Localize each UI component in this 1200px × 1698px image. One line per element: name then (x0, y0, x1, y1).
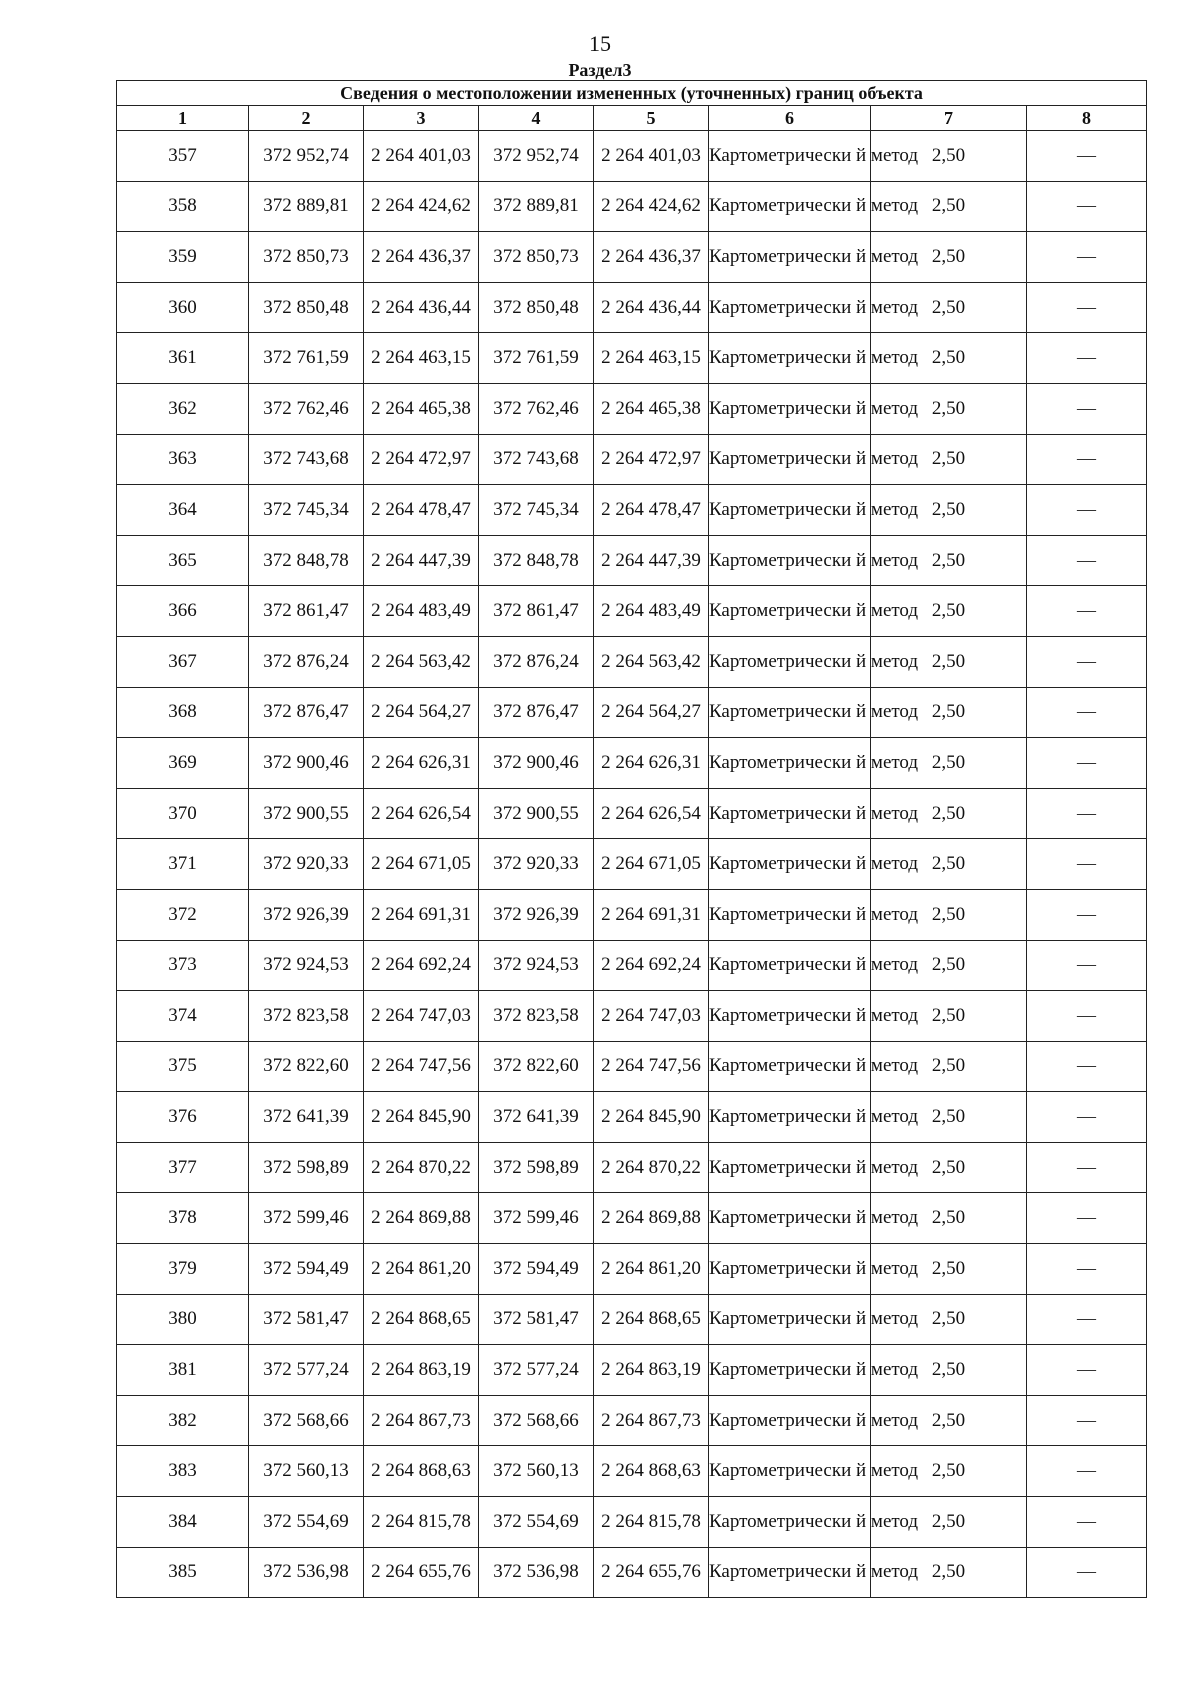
new-x-cell: 372 952,74 (479, 131, 594, 182)
new-y-cell: 2 264 483,49 (594, 586, 709, 637)
existing-x-cell: 372 598,89 (249, 1142, 364, 1193)
table-row (117, 586, 1147, 637)
existing-y-cell: 2 264 564,27 (364, 687, 479, 738)
description-cell: — (1027, 687, 1147, 738)
new-y-cell: 2 264 815,78 (594, 1497, 709, 1548)
new-y-cell: 2 264 436,37 (594, 232, 709, 283)
table-row (117, 1041, 1147, 1092)
description-cell: — (1027, 991, 1147, 1042)
table-row (117, 1244, 1147, 1295)
accuracy-cell: 2,50 (871, 586, 1027, 637)
method-cell: Картометрически й метод (709, 636, 871, 687)
existing-y-cell: 2 264 867,73 (364, 1395, 479, 1446)
point-number-cell: 367 (117, 636, 249, 687)
method-cell: Картометрически й метод (709, 131, 871, 182)
method-cell: Картометрически й метод (709, 333, 871, 384)
description-cell: — (1027, 485, 1147, 536)
boundary-coordinates-table (116, 80, 1147, 1598)
method-cell: Картометрически й метод (709, 1193, 871, 1244)
new-y-cell: 2 264 845,90 (594, 1092, 709, 1143)
description-cell: — (1027, 434, 1147, 485)
accuracy-cell: 2,50 (871, 687, 1027, 738)
new-x-cell: 372 850,73 (479, 232, 594, 283)
new-y-cell: 2 264 401,03 (594, 131, 709, 182)
method-cell: Картометрически й метод (709, 434, 871, 485)
existing-y-cell: 2 264 626,31 (364, 738, 479, 789)
point-number-cell: 371 (117, 839, 249, 890)
existing-x-cell: 372 850,48 (249, 282, 364, 333)
description-cell: — (1027, 1446, 1147, 1497)
description-cell: — (1027, 839, 1147, 890)
method-cell: Картометрически й метод (709, 232, 871, 283)
point-number-cell: 359 (117, 232, 249, 283)
accuracy-cell: 2,50 (871, 181, 1027, 232)
description-cell: — (1027, 131, 1147, 182)
existing-y-cell: 2 264 747,03 (364, 991, 479, 1042)
accuracy-cell: 2,50 (871, 839, 1027, 890)
table-row (117, 131, 1147, 182)
table-row (117, 1142, 1147, 1193)
point-number-cell: 362 (117, 383, 249, 434)
table-row (117, 1092, 1147, 1143)
new-y-cell: 2 264 868,65 (594, 1294, 709, 1345)
method-cell: Картометрически й метод (709, 535, 871, 586)
existing-x-cell: 372 599,46 (249, 1193, 364, 1244)
point-number-cell: 357 (117, 131, 249, 182)
existing-y-cell: 2 264 691,31 (364, 889, 479, 940)
table-row (117, 1294, 1147, 1345)
new-x-cell: 372 848,78 (479, 535, 594, 586)
description-cell: — (1027, 1395, 1147, 1446)
description-cell: — (1027, 181, 1147, 232)
existing-y-cell: 2 264 845,90 (364, 1092, 479, 1143)
column-number: 2 (249, 106, 364, 131)
description-cell: — (1027, 1345, 1147, 1396)
description-cell: — (1027, 535, 1147, 586)
accuracy-cell: 2,50 (871, 282, 1027, 333)
point-number-cell: 372 (117, 889, 249, 940)
method-cell: Картометрически й метод (709, 485, 871, 536)
table-row (117, 434, 1147, 485)
new-x-cell: 372 876,24 (479, 636, 594, 687)
new-y-cell: 2 264 867,73 (594, 1395, 709, 1446)
accuracy-cell: 2,50 (871, 1497, 1027, 1548)
existing-y-cell: 2 264 465,38 (364, 383, 479, 434)
table-row (117, 839, 1147, 890)
accuracy-cell: 2,50 (871, 131, 1027, 182)
new-x-cell: 372 920,33 (479, 839, 594, 890)
accuracy-cell: 2,50 (871, 1547, 1027, 1598)
existing-y-cell: 2 264 483,49 (364, 586, 479, 637)
new-y-cell: 2 264 747,03 (594, 991, 709, 1042)
existing-x-cell: 372 924,53 (249, 940, 364, 991)
accuracy-cell: 2,50 (871, 485, 1027, 536)
existing-y-cell: 2 264 563,42 (364, 636, 479, 687)
new-x-cell: 372 924,53 (479, 940, 594, 991)
accuracy-cell: 2,50 (871, 1041, 1027, 1092)
new-x-cell: 372 536,98 (479, 1547, 594, 1598)
table-row (117, 636, 1147, 687)
accuracy-cell: 2,50 (871, 434, 1027, 485)
existing-y-cell: 2 264 870,22 (364, 1142, 479, 1193)
method-cell: Картометрически й метод (709, 991, 871, 1042)
column-number: 4 (479, 106, 594, 131)
new-y-cell: 2 264 463,15 (594, 333, 709, 384)
accuracy-cell: 2,50 (871, 1395, 1027, 1446)
existing-x-cell: 372 900,55 (249, 788, 364, 839)
point-number-cell: 358 (117, 181, 249, 232)
existing-y-cell: 2 264 436,37 (364, 232, 479, 283)
existing-x-cell: 372 861,47 (249, 586, 364, 637)
column-number: 3 (364, 106, 479, 131)
method-cell: Картометрически й метод (709, 1041, 871, 1092)
method-cell: Картометрически й метод (709, 181, 871, 232)
table-row (117, 991, 1147, 1042)
existing-x-cell: 372 560,13 (249, 1446, 364, 1497)
existing-x-cell: 372 761,59 (249, 333, 364, 384)
existing-y-cell: 2 264 747,56 (364, 1041, 479, 1092)
description-cell: — (1027, 232, 1147, 283)
column-number: 5 (594, 106, 709, 131)
point-number-cell: 366 (117, 586, 249, 637)
section-label: Раздел3 (568, 60, 632, 80)
method-cell: Картометрически й метод (709, 282, 871, 333)
new-y-cell: 2 264 436,44 (594, 282, 709, 333)
description-cell: — (1027, 1294, 1147, 1345)
new-x-cell: 372 554,69 (479, 1497, 594, 1548)
method-cell: Картометрически й метод (709, 383, 871, 434)
method-cell: Картометрически й метод (709, 1446, 871, 1497)
method-cell: Картометрически й метод (709, 1294, 871, 1345)
method-cell: Картометрически й метод (709, 586, 871, 637)
new-x-cell: 372 743,68 (479, 434, 594, 485)
point-number-cell: 360 (117, 282, 249, 333)
new-y-cell: 2 264 868,63 (594, 1446, 709, 1497)
existing-x-cell: 372 850,73 (249, 232, 364, 283)
accuracy-cell: 2,50 (871, 940, 1027, 991)
column-number: 7 (871, 106, 1027, 131)
accuracy-cell: 2,50 (871, 535, 1027, 586)
accuracy-cell: 2,50 (871, 1345, 1027, 1396)
new-x-cell: 372 594,49 (479, 1244, 594, 1295)
point-number-cell: 364 (117, 485, 249, 536)
existing-y-cell: 2 264 868,65 (364, 1294, 479, 1345)
existing-y-cell: 2 264 478,47 (364, 485, 479, 536)
existing-y-cell: 2 264 869,88 (364, 1193, 479, 1244)
method-cell: Картометрически й метод (709, 738, 871, 789)
description-cell: — (1027, 788, 1147, 839)
point-number-cell: 381 (117, 1345, 249, 1396)
new-y-cell: 2 264 563,42 (594, 636, 709, 687)
existing-y-cell: 2 264 815,78 (364, 1497, 479, 1548)
method-cell: Картометрически й метод (709, 788, 871, 839)
new-x-cell: 372 850,48 (479, 282, 594, 333)
point-number-cell: 377 (117, 1142, 249, 1193)
table-row (117, 889, 1147, 940)
existing-y-cell: 2 264 472,97 (364, 434, 479, 485)
new-y-cell: 2 264 655,76 (594, 1547, 709, 1598)
table-body (117, 131, 1147, 1598)
existing-x-cell: 372 641,39 (249, 1092, 364, 1143)
new-y-cell: 2 264 747,56 (594, 1041, 709, 1092)
description-cell: — (1027, 1041, 1147, 1092)
existing-x-cell: 372 745,34 (249, 485, 364, 536)
existing-y-cell: 2 264 863,19 (364, 1345, 479, 1396)
existing-x-cell: 372 823,58 (249, 991, 364, 1042)
point-number-cell: 375 (117, 1041, 249, 1092)
new-x-cell: 372 745,34 (479, 485, 594, 536)
description-cell: — (1027, 1193, 1147, 1244)
table-row (117, 1446, 1147, 1497)
existing-x-cell: 372 876,47 (249, 687, 364, 738)
new-x-cell: 372 761,59 (479, 333, 594, 384)
column-number-row (117, 106, 1147, 131)
new-y-cell: 2 264 478,47 (594, 485, 709, 536)
description-cell: — (1027, 586, 1147, 637)
point-number-cell: 361 (117, 333, 249, 384)
existing-x-cell: 372 876,24 (249, 636, 364, 687)
new-y-cell: 2 264 424,62 (594, 181, 709, 232)
accuracy-cell: 2,50 (871, 889, 1027, 940)
table-row (117, 181, 1147, 232)
existing-x-cell: 372 920,33 (249, 839, 364, 890)
existing-x-cell: 372 900,46 (249, 738, 364, 789)
new-x-cell: 372 822,60 (479, 1041, 594, 1092)
existing-x-cell: 372 952,74 (249, 131, 364, 182)
existing-x-cell: 372 762,46 (249, 383, 364, 434)
existing-x-cell: 372 743,68 (249, 434, 364, 485)
new-x-cell: 372 861,47 (479, 586, 594, 637)
method-cell: Картометрически й метод (709, 889, 871, 940)
new-x-cell: 372 926,39 (479, 889, 594, 940)
table-row (117, 383, 1147, 434)
accuracy-cell: 2,50 (871, 1244, 1027, 1295)
table-row (117, 687, 1147, 738)
existing-x-cell: 372 822,60 (249, 1041, 364, 1092)
description-cell: — (1027, 889, 1147, 940)
new-y-cell: 2 264 564,27 (594, 687, 709, 738)
description-cell: — (1027, 1497, 1147, 1548)
point-number-cell: 380 (117, 1294, 249, 1345)
existing-y-cell: 2 264 436,44 (364, 282, 479, 333)
table-row (117, 535, 1147, 586)
table-row (117, 1345, 1147, 1396)
new-y-cell: 2 264 626,54 (594, 788, 709, 839)
table-row (117, 1547, 1147, 1598)
accuracy-cell: 2,50 (871, 788, 1027, 839)
point-number-cell: 376 (117, 1092, 249, 1143)
accuracy-cell: 2,50 (871, 232, 1027, 283)
existing-x-cell: 372 554,69 (249, 1497, 364, 1548)
existing-y-cell: 2 264 401,03 (364, 131, 479, 182)
description-cell: — (1027, 1244, 1147, 1295)
new-x-cell: 372 900,46 (479, 738, 594, 789)
description-cell: — (1027, 1547, 1147, 1598)
method-cell: Картометрически й метод (709, 940, 871, 991)
new-x-cell: 372 762,46 (479, 383, 594, 434)
description-cell: — (1027, 1142, 1147, 1193)
new-y-cell: 2 264 692,24 (594, 940, 709, 991)
point-number-cell: 383 (117, 1446, 249, 1497)
point-number-cell: 370 (117, 788, 249, 839)
existing-y-cell: 2 264 463,15 (364, 333, 479, 384)
point-number-cell: 379 (117, 1244, 249, 1295)
description-cell: — (1027, 940, 1147, 991)
table-row (117, 282, 1147, 333)
point-number-cell: 382 (117, 1395, 249, 1446)
description-cell: — (1027, 333, 1147, 384)
accuracy-cell: 2,50 (871, 1092, 1027, 1143)
method-cell: Картометрически й метод (709, 1395, 871, 1446)
new-x-cell: 372 641,39 (479, 1092, 594, 1143)
description-cell: — (1027, 383, 1147, 434)
point-number-cell: 363 (117, 434, 249, 485)
new-y-cell: 2 264 870,22 (594, 1142, 709, 1193)
new-y-cell: 2 264 869,88 (594, 1193, 709, 1244)
page-number: 15 (589, 31, 611, 56)
existing-x-cell: 372 536,98 (249, 1547, 364, 1598)
table-row (117, 1395, 1147, 1446)
accuracy-cell: 2,50 (871, 333, 1027, 384)
existing-y-cell: 2 264 868,63 (364, 1446, 479, 1497)
point-number-cell: 385 (117, 1547, 249, 1598)
method-cell: Картометрически й метод (709, 1497, 871, 1548)
new-y-cell: 2 264 863,19 (594, 1345, 709, 1396)
new-x-cell: 372 876,47 (479, 687, 594, 738)
table-row (117, 738, 1147, 789)
accuracy-cell: 2,50 (871, 383, 1027, 434)
existing-x-cell: 372 594,49 (249, 1244, 364, 1295)
new-x-cell: 372 900,55 (479, 788, 594, 839)
accuracy-cell: 2,50 (871, 1193, 1027, 1244)
new-x-cell: 372 823,58 (479, 991, 594, 1042)
point-number-cell: 374 (117, 991, 249, 1042)
method-cell: Картометрически й метод (709, 687, 871, 738)
existing-y-cell: 2 264 626,54 (364, 788, 479, 839)
accuracy-cell: 2,50 (871, 636, 1027, 687)
method-cell: Картометрически й метод (709, 839, 871, 890)
accuracy-cell: 2,50 (871, 1294, 1027, 1345)
existing-x-cell: 372 581,47 (249, 1294, 364, 1345)
column-number: 1 (117, 106, 249, 131)
table-row (117, 485, 1147, 536)
table-row (117, 1193, 1147, 1244)
new-y-cell: 2 264 861,20 (594, 1244, 709, 1295)
description-cell: — (1027, 282, 1147, 333)
existing-y-cell: 2 264 655,76 (364, 1547, 479, 1598)
description-cell: — (1027, 636, 1147, 687)
point-number-cell: 368 (117, 687, 249, 738)
table-row (117, 788, 1147, 839)
existing-x-cell: 372 848,78 (249, 535, 364, 586)
new-x-cell: 372 599,46 (479, 1193, 594, 1244)
new-x-cell: 372 598,89 (479, 1142, 594, 1193)
table-row (117, 232, 1147, 283)
accuracy-cell: 2,50 (871, 738, 1027, 789)
existing-x-cell: 372 889,81 (249, 181, 364, 232)
point-number-cell: 384 (117, 1497, 249, 1548)
table-row (117, 1497, 1147, 1548)
existing-y-cell: 2 264 447,39 (364, 535, 479, 586)
table-row (117, 333, 1147, 384)
column-number: 6 (709, 106, 871, 131)
new-y-cell: 2 264 671,05 (594, 839, 709, 890)
new-x-cell: 372 889,81 (479, 181, 594, 232)
column-number: 8 (1027, 106, 1147, 131)
existing-x-cell: 372 577,24 (249, 1345, 364, 1396)
existing-y-cell: 2 264 671,05 (364, 839, 479, 890)
existing-y-cell: 2 264 692,24 (364, 940, 479, 991)
method-cell: Картометрически й метод (709, 1092, 871, 1143)
new-y-cell: 2 264 626,31 (594, 738, 709, 789)
description-cell: — (1027, 738, 1147, 789)
method-cell: Картометрически й метод (709, 1345, 871, 1396)
new-y-cell: 2 264 691,31 (594, 889, 709, 940)
table-row (117, 940, 1147, 991)
new-x-cell: 372 560,13 (479, 1446, 594, 1497)
point-number-cell: 378 (117, 1193, 249, 1244)
existing-x-cell: 372 568,66 (249, 1395, 364, 1446)
new-x-cell: 372 577,24 (479, 1345, 594, 1396)
existing-y-cell: 2 264 424,62 (364, 181, 479, 232)
point-number-cell: 369 (117, 738, 249, 789)
method-cell: Картометрически й метод (709, 1547, 871, 1598)
accuracy-cell: 2,50 (871, 991, 1027, 1042)
accuracy-cell: 2,50 (871, 1446, 1027, 1497)
method-cell: Картометрически й метод (709, 1244, 871, 1295)
accuracy-cell: 2,50 (871, 1142, 1027, 1193)
point-number-cell: 373 (117, 940, 249, 991)
point-number-cell: 365 (117, 535, 249, 586)
new-y-cell: 2 264 465,38 (594, 383, 709, 434)
new-y-cell: 2 264 447,39 (594, 535, 709, 586)
method-cell: Картометрически й метод (709, 1142, 871, 1193)
existing-y-cell: 2 264 861,20 (364, 1244, 479, 1295)
new-y-cell: 2 264 472,97 (594, 434, 709, 485)
existing-x-cell: 372 926,39 (249, 889, 364, 940)
new-x-cell: 372 568,66 (479, 1395, 594, 1446)
description-cell: — (1027, 1092, 1147, 1143)
new-x-cell: 372 581,47 (479, 1294, 594, 1345)
table-title: Сведения о местоположении измененных (уточненных) границ объекта (117, 81, 1147, 106)
